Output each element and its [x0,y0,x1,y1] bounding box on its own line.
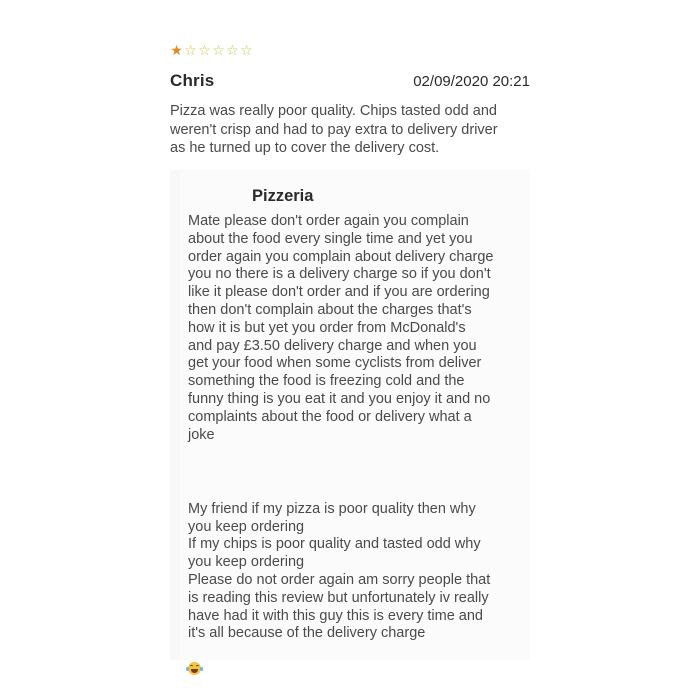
review-date: 02/09/2020 20:21 [413,73,530,90]
star-empty-icon: ☆ [240,42,253,58]
owner-reply [170,170,530,660]
reviewer-name: Chris [170,71,215,90]
reply-paragraph-2-text: My friend if my pizza is poor quality then why you keep ordering If my chips is poor quality and tasted odd why you keep ordering Please do not order again am sorry people that is reading this review but unfortunately iv really have had it with this guy this is every time and it's all because of the delivery charge [188,500,491,642]
star-empty-icon: ☆ [212,42,225,58]
reply-paragraph-2 [188,483,524,700]
owner-name: Pizzeria [252,187,314,205]
owner-reply-body [180,170,530,660]
review-card [170,40,532,158]
reply-paragraph-1: Mate please don't order again you complain about the food every single time and yet you order again you complain about delivery charge you no there is a delivery charge so if you don't like it please don't order and if you are ordering then don't complain about the charges that's how it is but yet you order from McDonald's and pay £3.50 delivery charge and when you get your food when some cyclists from deliver something the food is freezing cold and the funny thing is you eat it and you enjoy it and no complaints about the food or delivery what a joke [188,213,494,443]
review-text: Pizza was really poor quality. Chips tasted odd and weren't crisp and had to pay extra to delivery driver as he turned up to cover the delivery cost. [170,103,498,156]
tears-of-joy-emoji-icon [188,662,201,675]
star-filled-icon: ★ [170,42,183,58]
star-empty-icon: ☆ [184,42,197,58]
star-rating [170,40,532,60]
star-empty-icon: ☆ [226,42,239,58]
star-empty-icon: ☆ [198,42,211,58]
review-header [170,71,532,91]
